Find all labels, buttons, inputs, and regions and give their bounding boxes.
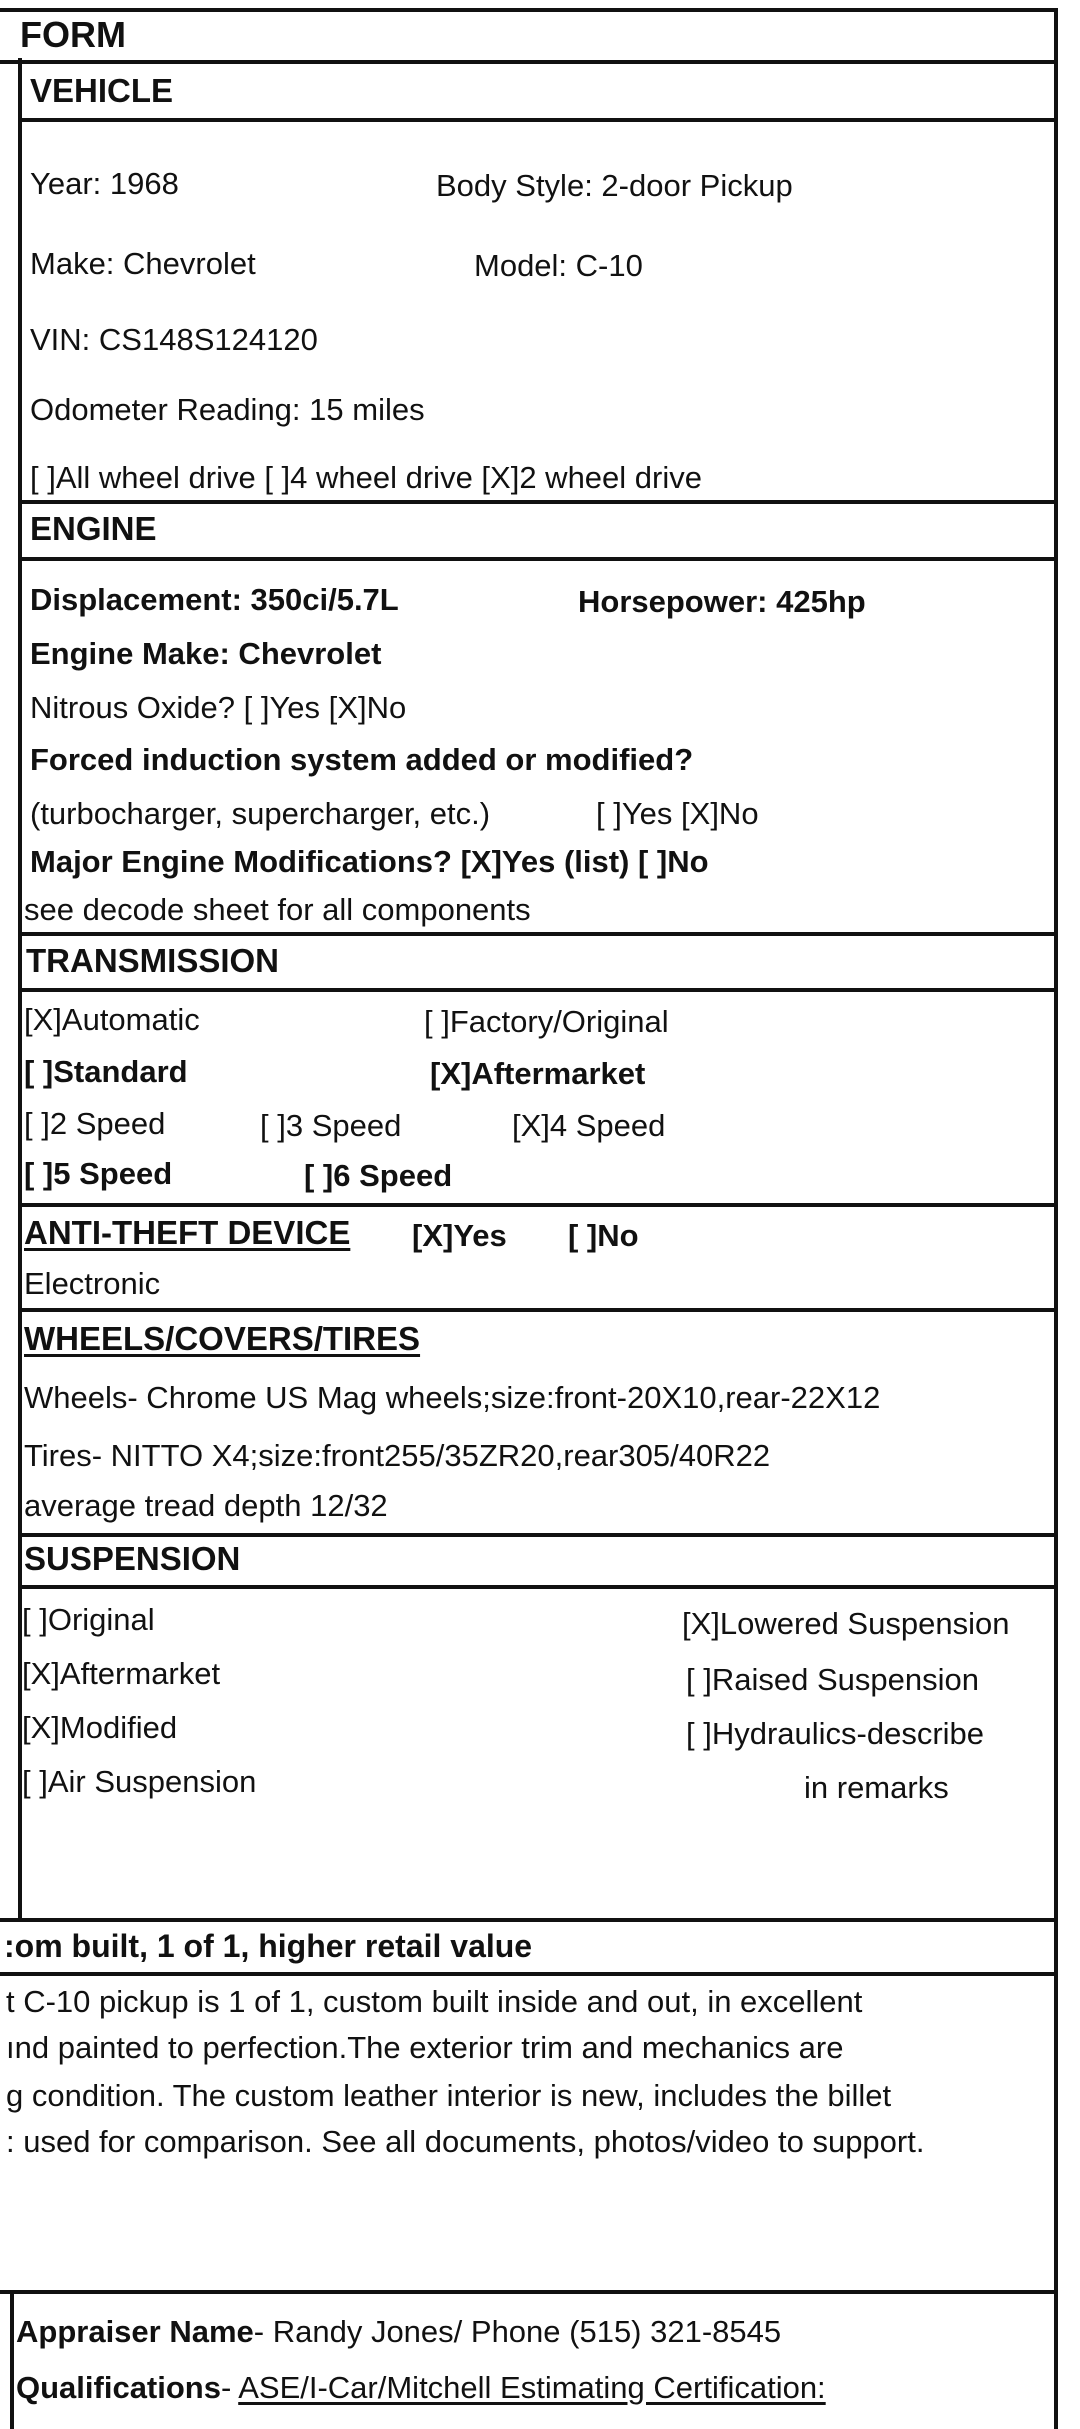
- vehicle-make: Make: Chevrolet: [30, 246, 256, 281]
- remarks-line-1: t C-10 pickup is 1 of 1, custom built inside and out, in excellent: [6, 1984, 863, 2019]
- vehicle-drive-options: [ ]All wheel drive [ ]4 wheel drive [X]2 wheel drive: [30, 460, 702, 495]
- qualifications-value: ASE/I-Car/Mitchell Estimating Certification:: [238, 2370, 826, 2405]
- suspension-lowered: [X]Lowered Suspension: [682, 1606, 1010, 1641]
- appraiser-name-label: Appraiser Name: [16, 2314, 254, 2349]
- suspension-in-remarks: in remarks: [804, 1770, 949, 1805]
- engine-forced-question: Forced induction system added or modified?: [30, 742, 694, 777]
- tread-depth: average tread depth 12/32: [24, 1488, 388, 1523]
- rule-engine: [18, 557, 1058, 561]
- engine-horsepower: Horsepower: 425hp: [578, 584, 866, 619]
- rule-form: [0, 60, 1058, 64]
- qualifications-label: Qualifications: [16, 2370, 221, 2405]
- rule-vehicle-end: [18, 500, 1058, 504]
- rule-antitheft-end: [18, 1308, 1058, 1312]
- appraiser-qualifications: [16, 2370, 826, 2406]
- vehicle-vin: VIN: CS148S124120: [30, 322, 318, 357]
- remarks-line-2: ınd painted to perfection.The exterior trim and mechanics are: [6, 2030, 844, 2065]
- transmission-4-speed: [X]4 Speed: [512, 1108, 666, 1143]
- engine-major-mods: Major Engine Modifications? [X]Yes (list) [ ]No: [30, 844, 709, 879]
- appraiser-name-value: - Randy Jones/ Phone (515) 321-8545: [253, 2314, 782, 2349]
- engine-nitrous: Nitrous Oxide? [ ]Yes [X]No: [30, 690, 407, 725]
- transmission-factory: [ ]Factory/Original: [424, 1004, 669, 1039]
- vehicle-header: VEHICLE: [30, 72, 174, 109]
- rule-suspension: [18, 1585, 1058, 1589]
- rule-transmission: [18, 988, 1058, 992]
- vehicle-model: Model: C-10: [474, 248, 643, 283]
- vehicle-body-style: Body Style: 2-door Pickup: [436, 168, 793, 203]
- engine-forced-examples: (turbocharger, supercharger, etc.): [30, 796, 491, 831]
- transmission-2-speed: [ ]2 Speed: [24, 1106, 166, 1141]
- suspension-original: [ ]Original: [22, 1602, 155, 1637]
- wheels-description: Wheels- Chrome US Mag wheels;size:front-20X10,rear-22X12: [24, 1380, 881, 1415]
- anti-theft-header: ANTI-THEFT DEVICE: [24, 1214, 351, 1251]
- anti-theft-no: [ ]No: [568, 1218, 639, 1253]
- qualifications-dash: -: [220, 2370, 239, 2405]
- vehicle-year: Year: 1968: [30, 166, 179, 201]
- suspension-aftermarket: [X]Aftermarket: [22, 1656, 221, 1691]
- rule-remarks-end: [0, 2290, 1058, 2294]
- engine-header: ENGINE: [30, 510, 157, 547]
- rule-top: [0, 8, 1058, 12]
- rule-wheels-end: [18, 1533, 1058, 1537]
- remarks-header: :om built, 1 of 1, higher retail value: [4, 1928, 533, 1964]
- suspension-raised: [ ]Raised Suspension: [686, 1662, 979, 1697]
- tires-description: Tires- NITTO X4;size:front255/35ZR20,rear305/40R22: [24, 1438, 771, 1473]
- rule-remarks: [0, 1972, 1058, 1976]
- transmission-automatic: [X]Automatic: [24, 1002, 200, 1037]
- remarks-line-3: g condition. The custom leather interior is new, includes the billet: [6, 2078, 892, 2113]
- transmission-header: TRANSMISSION: [26, 942, 280, 979]
- vehicle-odometer: Odometer Reading: 15 miles: [30, 392, 425, 427]
- engine-make: Engine Make: Chevrolet: [30, 636, 382, 671]
- anti-theft-yes: [X]Yes: [412, 1218, 507, 1253]
- engine-displacement: Displacement: 350ci/5.7L: [30, 582, 399, 617]
- remarks-line-4: : used for comparison. See all documents, photos/video to support.: [6, 2124, 925, 2159]
- frame-left-bottom: [10, 2290, 14, 2429]
- transmission-3-speed: [ ]3 Speed: [260, 1108, 402, 1143]
- rule-suspension-end: [0, 1918, 1058, 1922]
- form-title: FORM: [20, 14, 126, 55]
- rule-transmission-end: [18, 1203, 1058, 1207]
- appraiser-name: [16, 2314, 781, 2350]
- transmission-5-speed: [ ]5 Speed: [24, 1156, 173, 1191]
- transmission-standard: [ ]Standard: [24, 1054, 188, 1089]
- wheels-header: WHEELS/COVERS/TIRES: [24, 1320, 421, 1357]
- suspension-hydraulics: [ ]Hydraulics-describe: [686, 1716, 985, 1751]
- engine-forced-answer: [ ]Yes [X]No: [596, 796, 759, 831]
- anti-theft-type: Electronic: [24, 1266, 161, 1301]
- rule-vehicle: [18, 118, 1058, 122]
- frame-right: [1054, 8, 1058, 2429]
- suspension-air: [ ]Air Suspension: [22, 1764, 257, 1799]
- transmission-6-speed: [ ]6 Speed: [304, 1158, 453, 1193]
- suspension-modified: [X]Modified: [22, 1710, 178, 1745]
- suspension-header: SUSPENSION: [24, 1540, 241, 1577]
- engine-decode-note: see decode sheet for all components: [24, 892, 531, 927]
- rule-engine-end: [18, 932, 1058, 936]
- transmission-aftermarket: [X]Aftermarket: [430, 1056, 646, 1091]
